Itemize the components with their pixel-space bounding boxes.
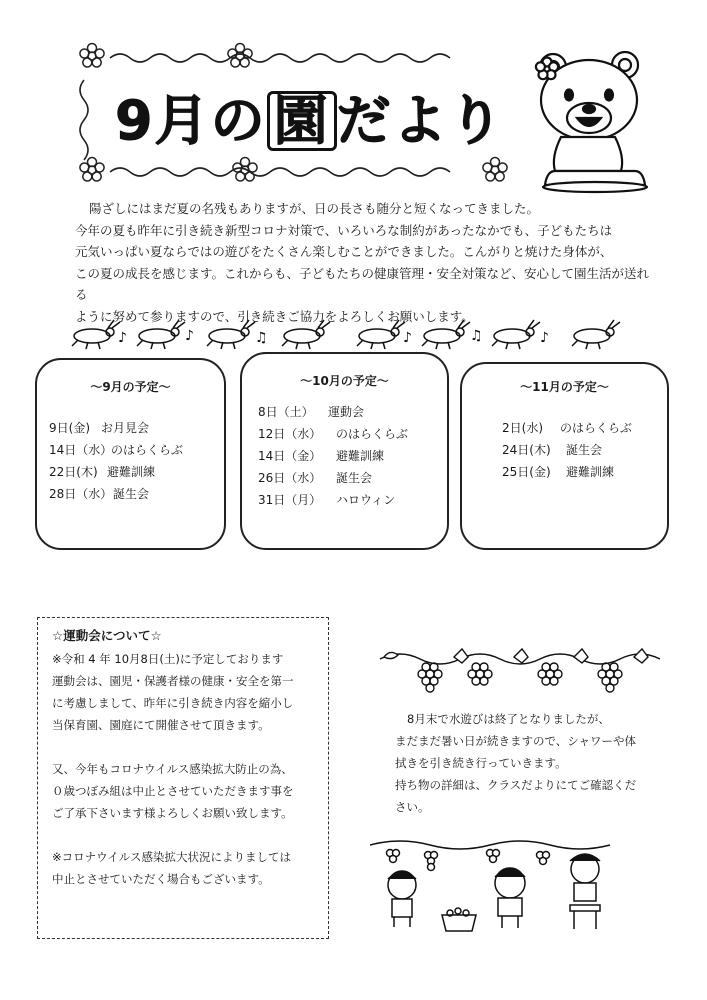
notice-line: 又、今年もコロナウイルス感染拡大防止の為、 — [52, 762, 293, 776]
title-kindergarten-box: 園 — [267, 91, 337, 151]
pool-line: さい。 — [395, 800, 430, 814]
pool-line: 8月末で水遊びは終了となりましたが、 — [407, 712, 610, 726]
pool-line: 拭きを引き続き行っていきます。 — [395, 756, 567, 770]
schedule-item: 14日（金） 避難訓練 — [258, 449, 385, 463]
notice-line: ※コロナウイルス感染拡大状況によりましては — [52, 850, 291, 864]
schedule-title: ～11月の予定～ — [520, 380, 609, 394]
schedule-item: 12日（水） のはらくらぶ — [258, 427, 409, 441]
intro-line: 今年の夏も昨年に引き続き新型コロナ対策で、いろいろな制約があったなかでも、子どもたちは — [75, 222, 613, 238]
schedule-item: 25日(金) 避難訓練 — [502, 465, 615, 479]
schedule-title: ～9月の予定～ — [90, 380, 171, 394]
notice-line: に考慮しまして、昨年に引き続き内容を縮小し — [52, 696, 294, 710]
schedule-item: 24日(木) 誕生会 — [502, 443, 603, 457]
notice-line: 中止とさせていただく場合もございます。 — [52, 872, 270, 886]
pool-line: 持ち物の詳細は、クラスだよりにてご確認くだ — [395, 778, 637, 792]
bear-mascot-icon — [525, 45, 665, 195]
insect-music-divider — [70, 318, 630, 350]
newsletter-title — [115, 78, 505, 155]
header-banner — [70, 40, 540, 190]
notice-line: 運動会は、園児・保護者様の健康・安全を第一 — [52, 674, 294, 688]
notice-line: ご了承下さいます様よろしくお願い致します。 — [52, 806, 293, 820]
title-suffix: だより — [336, 89, 505, 152]
svg-text:♪: ♪ — [118, 330, 127, 346]
svg-text:♫: ♫ — [470, 328, 483, 344]
intro-line: 陽ざしにはまだ夏の名残もありますが、日の長さも随分と短くなってきました。 — [89, 201, 540, 216]
schedule-item: 31日（月） ハロウィン — [258, 493, 396, 507]
intro-line: ように努めて参りますので、引き続きご協力をよろしくお願いします。 — [75, 308, 474, 324]
svg-text:♪: ♪ — [540, 330, 549, 346]
schedule-item: 2日(水) のはらくらぶ — [502, 421, 633, 435]
water-play-notice — [395, 708, 665, 818]
pool-line: まだまだ暑い日が続きますので、シャワーや体 — [395, 734, 637, 748]
svg-text:♪: ♪ — [185, 328, 194, 344]
schedule-item: 28日（水）誕生会 — [49, 487, 150, 501]
notice-line: ０歳つぼみ組は中止とさせていただきます事を — [52, 784, 294, 798]
intro-text — [75, 198, 655, 327]
svg-text:♪: ♪ — [403, 330, 412, 346]
schedule-september — [35, 358, 226, 550]
svg-text:♫: ♫ — [255, 330, 268, 346]
notice-title: ☆運動会について☆ — [52, 628, 162, 643]
sports-day-notice — [37, 617, 329, 939]
schedule-item: 9日(金) お月見会 — [49, 421, 150, 435]
schedule-item: 26日（水） 誕生会 — [258, 471, 373, 485]
notice-line: 当保育園、園庭にて開催させて頂きます。 — [52, 718, 270, 732]
intro-line: この夏の成長を感じます。これからも、子どもたちの健康管理・安全対策など、安心して園生活が送れる — [75, 265, 650, 302]
title-prefix: 9月の — [115, 89, 267, 152]
schedule-item: 22日(木) 避難訓練 — [49, 465, 156, 479]
intro-line: 元気いっぱい夏ならではの遊びをたくさん楽しむことができました。こんがりと焼けた身体が、 — [75, 244, 613, 259]
schedule-november — [460, 362, 669, 550]
schedule-october — [240, 352, 449, 550]
grape-vine-divider — [378, 645, 660, 693]
schedule-item: 14日（水）のはらくらぶ — [49, 443, 184, 457]
grape-picking-children-icon — [370, 835, 620, 935]
schedule-title: ～10月の予定～ — [300, 374, 389, 388]
schedule-item: 8日（土） 運動会 — [258, 405, 365, 419]
notice-line: ※令和 4 年 10月8日(土)に予定しております — [52, 652, 284, 666]
